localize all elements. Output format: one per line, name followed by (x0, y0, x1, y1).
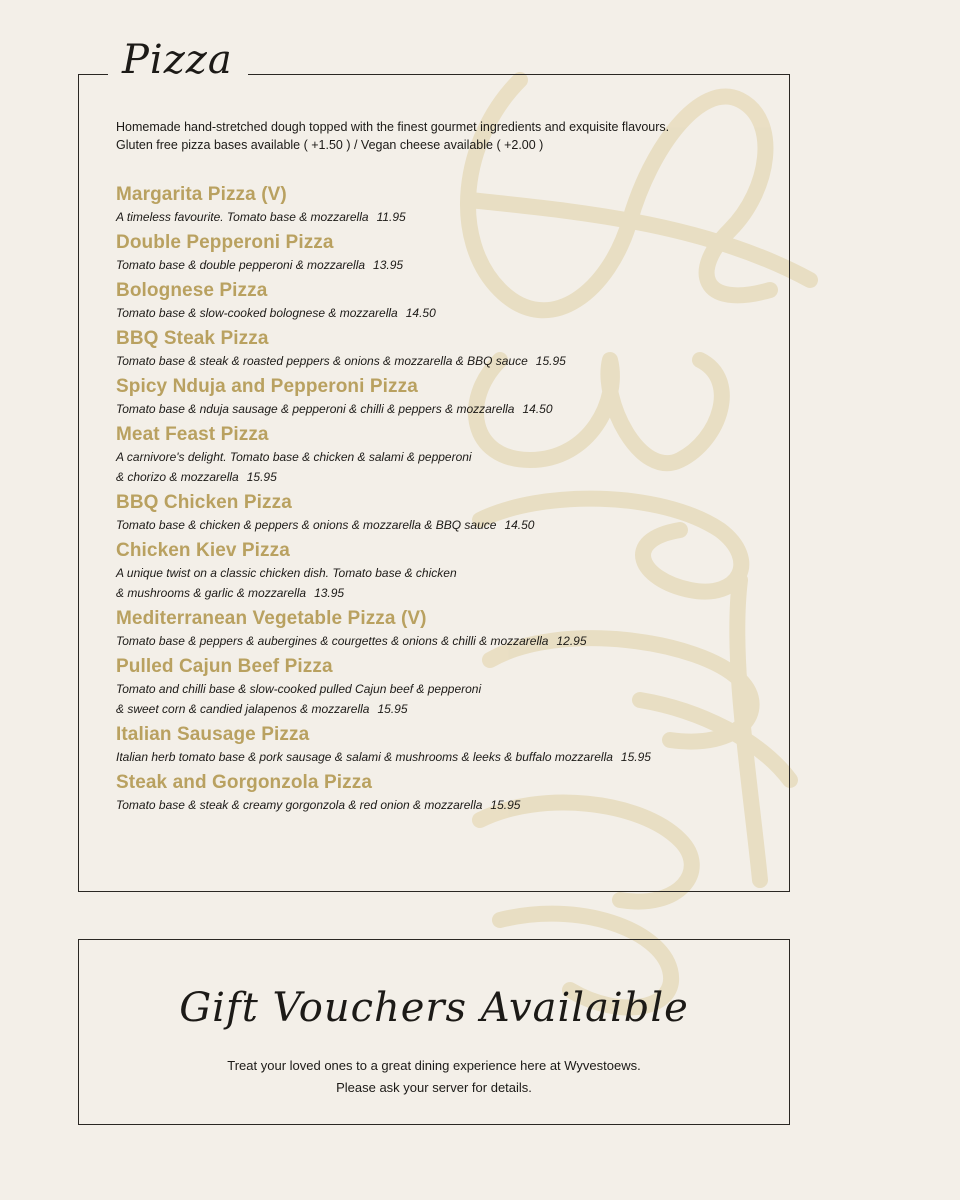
section-intro (116, 118, 756, 154)
item-name: Mediterranean Vegetable Pizza (V) (116, 608, 427, 629)
menu-item (116, 183, 756, 227)
item-price: 15.95 (246, 470, 277, 484)
item-name: BBQ Chicken Pizza (116, 492, 292, 513)
item-description: A unique twist on a classic chicken dish. Tomato base & chicken (116, 566, 457, 580)
voucher-title: Gift Vouchers Availaible (179, 985, 689, 1031)
item-description: Tomato base & steak & creamy gorgonzola & red onion & mozzarella 15.95 (116, 798, 521, 812)
item-name: Spicy Nduja and Pepperoni Pizza (116, 376, 418, 397)
section-title: Pizza (108, 30, 247, 90)
voucher-line: Please ask your server for details. (336, 1080, 532, 1095)
item-description: A timeless favourite. Tomato base & mozzarella 11.95 (116, 210, 406, 224)
item-name: Bolognese Pizza (116, 280, 268, 301)
item-price: 13.95 (373, 258, 404, 272)
item-name: Double Pepperoni Pizza (116, 232, 334, 253)
gift-voucher-box (78, 939, 790, 1125)
item-price: 14.50 (504, 518, 535, 532)
item-price: 11.95 (376, 210, 406, 224)
item-description: A carnivore's delight. Tomato base & chicken & salami & pepperoni (116, 450, 472, 464)
item-name: Italian Sausage Pizza (116, 724, 310, 745)
item-price: 14.50 (405, 306, 436, 320)
menu-item (116, 539, 756, 603)
item-name: Chicken Kiev Pizza (116, 540, 290, 561)
item-description: Tomato base & peppers & aubergines & courgettes & onions & chilli & mozzarella 12.95 (116, 634, 587, 648)
item-price: 15.95 (490, 798, 521, 812)
item-description: Tomato base & chicken & peppers & onions & mozzarella & BBQ sauce 14.50 (116, 518, 535, 532)
item-name: Pulled Cajun Beef Pizza (116, 656, 333, 677)
item-description: & sweet corn & candied jalapenos & mozzarella 15.95 (116, 702, 408, 716)
item-price: 15.95 (377, 702, 408, 716)
menu-item (116, 375, 756, 419)
item-description: & mushrooms & garlic & mozzarella 13.95 (116, 586, 345, 600)
voucher-line: Treat your loved ones to a great dining experience here at Wyvestoews. (227, 1058, 641, 1073)
item-name: Meat Feast Pizza (116, 424, 269, 445)
intro-line: Gluten free pizza bases available ( +1.50 ) / Vegan cheese available ( +2.00 ) (116, 138, 544, 152)
item-price: 13.95 (314, 586, 345, 600)
menu-item (116, 231, 756, 275)
item-description: Tomato base & slow-cooked bolognese & mozzarella 14.50 (116, 306, 436, 320)
menu-item (116, 607, 756, 651)
menu-item (116, 491, 756, 535)
item-description: Tomato base & double pepperoni & mozzarella 13.95 (116, 258, 404, 272)
menu-item (116, 279, 756, 323)
item-description: & chorizo & mozzarella 15.95 (116, 470, 277, 484)
item-description: Tomato and chilli base & slow-cooked pulled Cajun beef & pepperoni (116, 682, 482, 696)
item-name: Margarita Pizza (V) (116, 184, 287, 205)
item-name: Steak and Gorgonzola Pizza (116, 772, 372, 793)
intro-line: Homemade hand-stretched dough topped with the finest gourmet ingredients and exquisite flavours. (116, 120, 670, 134)
item-price: 15.95 (620, 750, 651, 764)
item-description: Tomato base & nduja sausage & pepperoni & chilli & peppers & mozzarella 14.50 (116, 402, 553, 416)
voucher-text (79, 1055, 789, 1099)
item-price: 12.95 (556, 634, 587, 648)
menu-item (116, 423, 756, 487)
item-price: 15.95 (535, 354, 566, 368)
pizza-list (116, 183, 756, 815)
menu-item (116, 327, 756, 371)
menu-item (116, 771, 756, 815)
menu-item (116, 655, 756, 719)
item-name: BBQ Steak Pizza (116, 328, 269, 349)
item-price: 14.50 (522, 402, 553, 416)
item-description: Tomato base & steak & roasted peppers & onions & mozzarella & BBQ sauce 15.95 (116, 354, 566, 368)
item-description: Italian herb tomato base & pork sausage & salami & mushrooms & leeks & buffalo mozzarella 15.95 (116, 750, 651, 764)
menu-item (116, 723, 756, 767)
